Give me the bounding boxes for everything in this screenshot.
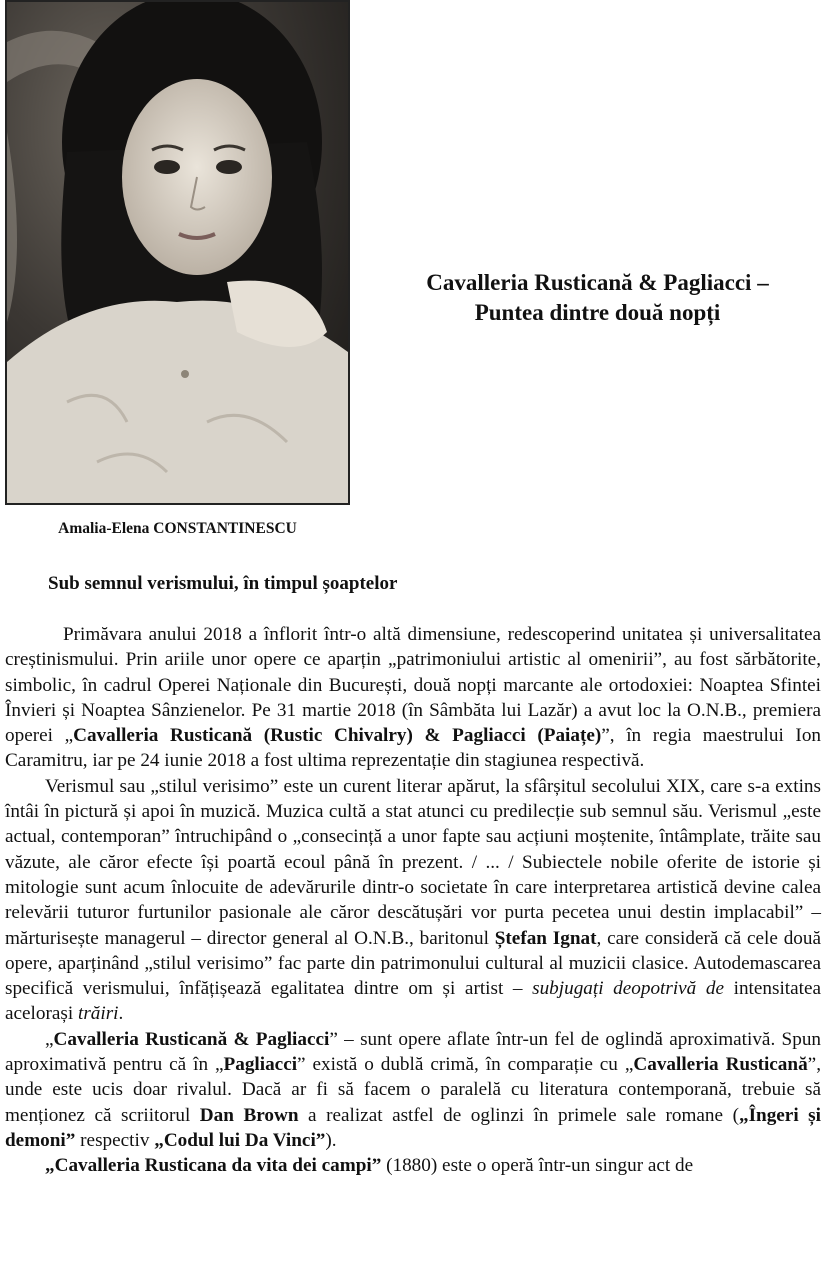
portrait-image — [7, 2, 348, 503]
paragraph: Verismul sau „stilul verisimo” este un curent literar apărut, la sfârșitul secolului XIX, care s-a extins întâi în pictură și apoi în muzică. Muzica cultă a stat atunci cu predilecție sub semnul său. Verismul „este actual, contemporan” întruchipând o „consecință a unor fapte sau acțiuni moștenite, întâmplate, trăite sau văzute, ale căror efecte își poartă ecoul până în prezent. / ... / Subiectele nobile oferite de istorie și mitologie sunt acum înlocuite de adevărurile dintr-o societate în care interpretarea artistică devine calea relevării tuturor furtunilor pasionale ale căror descătușări vor purta pecetea unui destin implacabil” – mărturisește managerul – director general al O.N.B., baritonul Ștefan Ignat, care consideră că cele două opere, aparținând „stilul verisimo” fac parte din patrimonului cultural al muzicii clasice. Autodemascarea specifică verismului, înfățișează egalitatea dintre om și artist – subjugați deopotrivă de intensitatea acelorași trăiri. — [5, 775, 822, 1025]
article-body — [5, 622, 821, 1179]
article-title-line-1: Cavalleria Rusticană & Pagliacci – — [426, 270, 769, 295]
paragraph: Primăvara anului 2018 a înflorit într-o altă dimensiune, redescoperind unitatea și universalitatea creștinismului. Prin ariile unor opere ce aparțin „patrimoniului artistic al omenirii”, au fost sărbătorite, simbolic, în cadrul Operei Naționale din București, două nopți marcante ale ortodoxiei: Noaptea Sfintei Învieri și Noaptea Sânzienelor. Pe 31 martie 2018 (în Sâmbăta lui Lazăr) a avut loc la O.N.B., premiera operei „Cavalleria Rusticană (Rustic Chivalry) & Pagliacci (Paiațe)”, în regia maestrului Ion Caramitru, iar pe 24 iunie 2018 a fost ultima reprezentație din stagiunea respectivă. — [5, 624, 822, 772]
portrait-photo — [5, 0, 350, 505]
section-heading: Sub semnul verismului, în timpul șoaptelor — [48, 573, 398, 594]
article-title — [375, 268, 820, 328]
paragraph: „Cavalleria Rusticană & Pagliacci” – sunt opere aflate într-un fel de oglindă aproximativă. Spun aproximativă pentru că în „Pagliacci” există o dublă crimă, în comparație cu „Cavalleria Rusticană”, unde este ucis doar rivalul. Dacă ar fi să facem o paralelă cu literatura contemporană, trebuie să menționez că scriitorul Dan Brown a realizat astfel de oglinzi în primele sale romane („Îngeri și demoni” respectiv „Codul lui Da Vinci”). — [5, 1028, 822, 1151]
photo-caption: Amalia-Elena CONSTANTINESCU — [58, 520, 297, 537]
paragraph: „Cavalleria Rusticana da vita dei campi” (1880) este o operă într-un singur act de — [45, 1155, 694, 1177]
article-title-line-2: Puntea dintre două nopți — [474, 300, 721, 325]
